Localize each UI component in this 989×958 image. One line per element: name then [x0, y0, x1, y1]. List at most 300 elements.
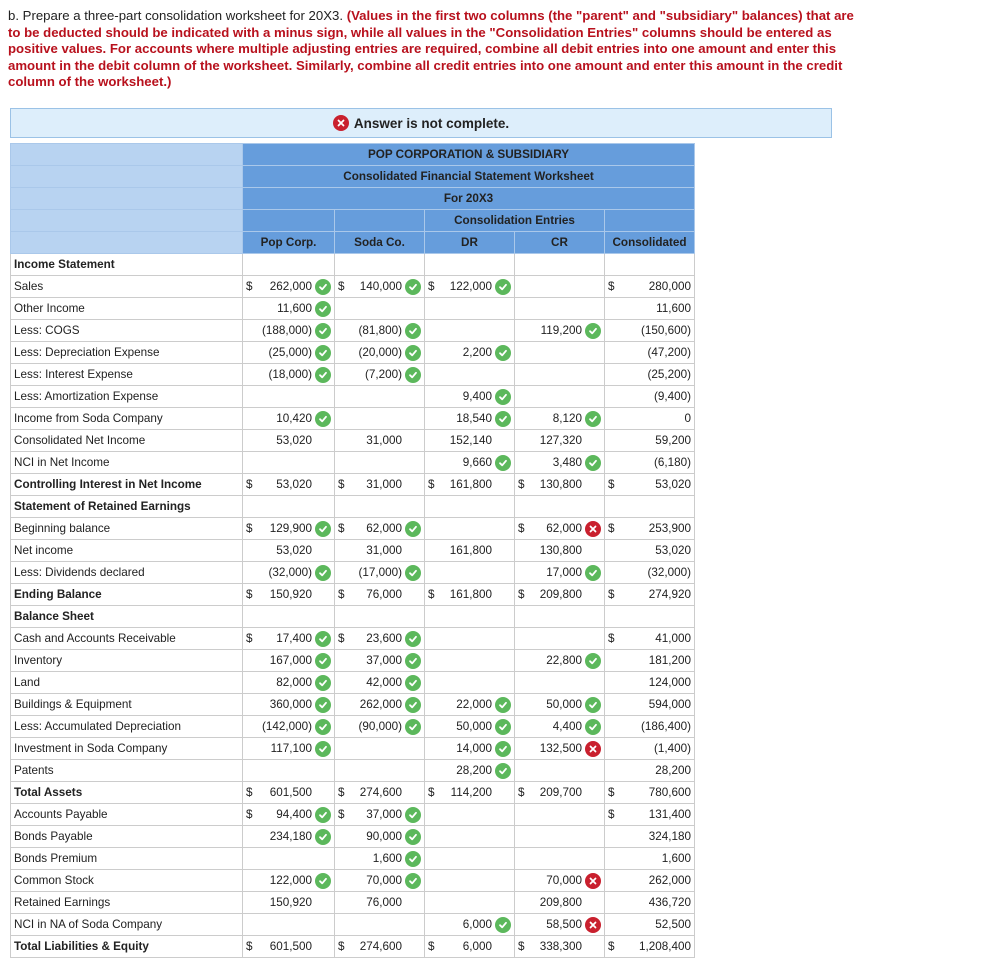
parent-value: (25,000) [268, 346, 312, 359]
credit-cell[interactable] [515, 320, 605, 342]
section-header-row [11, 606, 695, 628]
parent-cell[interactable] [243, 364, 335, 386]
subsidiary-cell[interactable] [335, 782, 425, 804]
credit-cell [515, 760, 605, 782]
debit-cell[interactable] [425, 738, 515, 760]
subsidiary-value: 90,000 [366, 830, 402, 843]
subsidiary-cell[interactable] [335, 276, 425, 298]
parent-value: 11,600 [277, 302, 312, 315]
subsidiary-cell[interactable] [335, 848, 425, 870]
consolidated-cell [605, 826, 695, 848]
check-circle-icon [405, 345, 421, 361]
subsidiary-cell[interactable] [335, 650, 425, 672]
col-header-subsidiary: Soda Co. [335, 232, 425, 254]
credit-cell[interactable] [515, 870, 605, 892]
dollar-sign: $ [338, 522, 345, 535]
consolidated-cell-content [605, 672, 694, 693]
parent-cell[interactable] [243, 694, 335, 716]
credit-cell-content [515, 562, 604, 583]
debit-value: 6,000 [462, 940, 492, 953]
parent-value: 262,000 [269, 280, 312, 293]
credit-cell[interactable] [515, 650, 605, 672]
parent-cell[interactable] [243, 276, 335, 298]
debit-value: 9,660 [462, 456, 492, 469]
check-circle-icon [495, 741, 511, 757]
dollar-sign: $ [608, 588, 615, 601]
parent-cell[interactable] [243, 518, 335, 540]
parent-value: (32,000) [268, 566, 312, 579]
parent-cell[interactable] [243, 430, 335, 452]
credit-cell-content [515, 738, 604, 759]
credit-cell-content [515, 474, 604, 495]
table-row [11, 760, 695, 782]
credit-cell-content [515, 870, 604, 891]
parent-cell-content [243, 738, 334, 759]
parent-cell[interactable] [243, 474, 335, 496]
credit-value: 127,320 [539, 434, 582, 447]
debit-cell [425, 628, 515, 650]
credit-value: 17,000 [546, 566, 582, 579]
subsidiary-value: 262,000 [359, 698, 402, 711]
subsidiary-value: 31,000 [366, 478, 402, 491]
parent-cell[interactable] [243, 672, 335, 694]
subsidiary-cell[interactable] [335, 320, 425, 342]
credit-cell-content [515, 936, 604, 957]
consolidated-cell-content [605, 430, 694, 451]
consolidated-value: 181,200 [648, 654, 691, 667]
dollar-sign: $ [608, 808, 615, 821]
dollar-sign: $ [428, 786, 435, 799]
subsidiary-value: 23,600 [366, 632, 402, 645]
subsidiary-cell[interactable] [335, 342, 425, 364]
subsidiary-cell-content [335, 518, 424, 539]
subsidiary-cell[interactable] [335, 628, 425, 650]
credit-cell-content [515, 804, 604, 825]
check-circle-icon [495, 917, 511, 933]
parent-value: 17,400 [276, 632, 312, 645]
debit-cell-content [425, 452, 514, 473]
debit-cell-content [425, 342, 514, 363]
subsidiary-cell-content [335, 892, 424, 913]
check-circle-icon [405, 829, 421, 845]
empty-cell [605, 496, 695, 518]
credit-cell-content [515, 672, 604, 693]
subsidiary-value: 76,000 [366, 588, 402, 601]
subsidiary-cell[interactable] [335, 474, 425, 496]
consolidated-cell-content [605, 826, 694, 847]
consolidated-value: 280,000 [648, 280, 691, 293]
consolidated-cell [605, 562, 695, 584]
parent-cell[interactable] [243, 650, 335, 672]
credit-cell[interactable] [515, 716, 605, 738]
parent-cell-content [243, 826, 334, 847]
consolidated-cell-content [605, 760, 694, 781]
check-circle-icon [495, 719, 511, 735]
subsidiary-cell-content [335, 804, 424, 825]
check-circle-icon [405, 323, 421, 339]
empty-cell [243, 254, 335, 276]
parent-cell[interactable] [243, 628, 335, 650]
consolidated-cell-content [605, 584, 694, 605]
consolidated-cell-content [605, 936, 694, 957]
consolidated-cell-content [605, 782, 694, 803]
credit-value: 62,000 [546, 522, 582, 535]
debit-value: 28,200 [456, 764, 492, 777]
table-row [11, 320, 695, 342]
dollar-sign: $ [428, 588, 435, 601]
credit-cell-content [515, 584, 604, 605]
dollar-sign: $ [246, 522, 253, 535]
consolidated-value: (6,180) [653, 456, 691, 469]
parent-cell-content [243, 562, 334, 583]
table-row [11, 474, 695, 496]
table-row [11, 298, 695, 320]
subsidiary-cell[interactable] [335, 672, 425, 694]
subsidiary-cell[interactable] [335, 562, 425, 584]
subsidiary-cell[interactable] [335, 936, 425, 958]
consolidated-cell [605, 518, 695, 540]
credit-cell[interactable] [515, 518, 605, 540]
debit-cell[interactable] [425, 276, 515, 298]
subsidiary-cell[interactable] [335, 518, 425, 540]
subsidiary-cell-content [335, 870, 424, 891]
parent-cell [243, 914, 335, 936]
debit-cell-content [425, 386, 514, 407]
subsidiary-value: 140,000 [359, 280, 402, 293]
debit-cell[interactable] [425, 584, 515, 606]
consolidated-value: 52,500 [655, 918, 691, 931]
subsidiary-cell-content [335, 738, 424, 759]
subsidiary-cell-content [335, 562, 424, 583]
table-row [11, 628, 695, 650]
debit-cell[interactable] [425, 760, 515, 782]
consolidated-cell [605, 804, 695, 826]
table-row [11, 650, 695, 672]
check-circle-icon [315, 741, 331, 757]
check-circle-icon [405, 675, 421, 691]
table-row [11, 408, 695, 430]
check-circle-icon [315, 345, 331, 361]
parent-value: 82,000 [276, 676, 312, 689]
credit-cell [515, 804, 605, 826]
check-circle-icon [585, 719, 601, 735]
consolidated-cell [605, 474, 695, 496]
debit-cell[interactable] [425, 694, 515, 716]
subsidiary-cell-content [335, 386, 424, 407]
debit-cell[interactable] [425, 386, 515, 408]
debit-cell-content [425, 694, 514, 715]
consolidated-cell-content [605, 540, 694, 561]
parent-cell [243, 386, 335, 408]
parent-cell-content [243, 342, 334, 363]
check-circle-icon [585, 323, 601, 339]
debit-cell-content [425, 826, 514, 847]
consolidated-cell [605, 760, 695, 782]
dollar-sign: $ [608, 280, 615, 293]
parent-cell [243, 760, 335, 782]
table-row [11, 452, 695, 474]
subsidiary-value: (17,000) [358, 566, 402, 579]
parent-cell[interactable] [243, 408, 335, 430]
debit-cell[interactable] [425, 342, 515, 364]
parent-cell-content [243, 452, 334, 473]
parent-cell[interactable] [243, 298, 335, 320]
consolidated-cell [605, 386, 695, 408]
subsidiary-cell-content [335, 364, 424, 385]
parent-cell[interactable] [243, 738, 335, 760]
row-label: NCI in NA of Soda Company [11, 914, 243, 936]
check-circle-icon [315, 411, 331, 427]
credit-cell[interactable] [515, 474, 605, 496]
parent-cell-content [243, 430, 334, 451]
credit-cell[interactable] [515, 584, 605, 606]
subsidiary-value: 31,000 [366, 434, 402, 447]
consolidated-cell [605, 430, 695, 452]
debit-cell[interactable] [425, 408, 515, 430]
parent-value: 129,900 [269, 522, 312, 535]
parent-cell-content [243, 936, 334, 957]
debit-cell-content [425, 892, 514, 913]
credit-value: 8,120 [552, 412, 582, 425]
credit-cell [515, 364, 605, 386]
debit-cell[interactable] [425, 540, 515, 562]
subsidiary-cell[interactable] [335, 892, 425, 914]
instructions-lead: b. Prepare a three-part consolidation worksheet for 20X3. [8, 8, 344, 23]
subsidiary-cell[interactable] [335, 826, 425, 848]
consolidated-cell-content [605, 276, 694, 297]
consolidated-value: 124,000 [648, 676, 691, 689]
consolidated-value: (25,200) [647, 368, 691, 381]
consolidated-cell [605, 298, 695, 320]
x-circle-icon [585, 873, 601, 889]
consolidated-cell-content [605, 408, 694, 429]
check-circle-icon [405, 719, 421, 735]
credit-value: 130,800 [539, 544, 582, 557]
subsidiary-cell-content [335, 474, 424, 495]
debit-cell[interactable] [425, 716, 515, 738]
dollar-sign: $ [246, 588, 253, 601]
debit-cell [425, 364, 515, 386]
check-circle-icon [315, 719, 331, 735]
subsidiary-value: 31,000 [366, 544, 402, 557]
consolidated-cell-content [605, 716, 694, 737]
row-label: Less: Amortization Expense [11, 386, 243, 408]
check-circle-icon [315, 653, 331, 669]
check-circle-icon [315, 675, 331, 691]
consolidated-cell [605, 914, 695, 936]
row-label: Land [11, 672, 243, 694]
check-circle-icon [495, 279, 511, 295]
credit-cell[interactable] [515, 430, 605, 452]
debit-cell[interactable] [425, 914, 515, 936]
subsidiary-cell [335, 738, 425, 760]
consolidated-value: 1,208,400 [639, 940, 691, 953]
credit-cell[interactable] [515, 452, 605, 474]
parent-cell[interactable] [243, 320, 335, 342]
debit-value: 2,200 [462, 346, 492, 359]
consolidation-entries-header: Consolidation Entries [425, 210, 605, 232]
parent-cell-content [243, 540, 334, 561]
consolidated-cell [605, 276, 695, 298]
credit-cell-content [515, 628, 604, 649]
subsidiary-cell[interactable] [335, 584, 425, 606]
subsidiary-cell[interactable] [335, 716, 425, 738]
parent-cell [243, 452, 335, 474]
parent-cell[interactable] [243, 782, 335, 804]
credit-cell[interactable] [515, 694, 605, 716]
consolidated-cell [605, 650, 695, 672]
debit-cell[interactable] [425, 782, 515, 804]
credit-cell-content [515, 386, 604, 407]
subsidiary-value: 42,000 [366, 676, 402, 689]
subsidiary-cell[interactable] [335, 804, 425, 826]
debit-cell[interactable] [425, 936, 515, 958]
credit-cell[interactable] [515, 562, 605, 584]
dollar-sign: $ [428, 280, 435, 293]
debit-cell [425, 848, 515, 870]
consolidated-value: 11,600 [656, 302, 691, 315]
credit-value: 209,800 [539, 896, 582, 909]
credit-cell-content [515, 364, 604, 385]
parent-cell[interactable] [243, 342, 335, 364]
subsidiary-value: (81,800) [358, 324, 402, 337]
consolidated-cell [605, 782, 695, 804]
consolidated-cell [605, 540, 695, 562]
consolidated-value: 594,000 [648, 698, 691, 711]
subsidiary-cell[interactable] [335, 694, 425, 716]
consolidated-cell-content [605, 518, 694, 539]
credit-cell-content [515, 650, 604, 671]
check-circle-icon [315, 279, 331, 295]
credit-cell-content [515, 914, 604, 935]
parent-cell[interactable] [243, 716, 335, 738]
parent-cell-content [243, 804, 334, 825]
consolidated-value: 780,600 [648, 786, 691, 799]
parent-cell[interactable] [243, 870, 335, 892]
consolidated-cell [605, 716, 695, 738]
parent-cell[interactable] [243, 826, 335, 848]
consolidated-value: 53,020 [655, 544, 691, 557]
consolidated-cell-content [605, 364, 694, 385]
subsidiary-cell[interactable] [335, 364, 425, 386]
parent-cell-content [243, 782, 334, 803]
debit-cell [425, 804, 515, 826]
empty-cell [605, 254, 695, 276]
credit-cell-content [515, 430, 604, 451]
credit-cell-content [515, 892, 604, 913]
debit-value: 161,800 [449, 544, 492, 557]
consolidated-cell-content [605, 650, 694, 671]
debit-value: 9,400 [462, 390, 492, 403]
debit-cell-content [425, 848, 514, 869]
dollar-sign: $ [608, 940, 615, 953]
debit-cell[interactable] [425, 474, 515, 496]
parent-cell-content [243, 870, 334, 891]
subsidiary-cell[interactable] [335, 430, 425, 452]
empty-cell [335, 496, 425, 518]
credit-cell[interactable] [515, 408, 605, 430]
dollar-sign: $ [518, 478, 525, 491]
row-label: Ending Balance [11, 584, 243, 606]
row-label: Less: Depreciation Expense [11, 342, 243, 364]
table-row [11, 782, 695, 804]
credit-cell[interactable] [515, 782, 605, 804]
credit-cell[interactable] [515, 936, 605, 958]
debit-cell[interactable] [425, 452, 515, 474]
parent-cell[interactable] [243, 562, 335, 584]
consolidated-cell-content [605, 628, 694, 649]
consolidated-cell-content [605, 474, 694, 495]
parent-value: 122,000 [269, 874, 312, 887]
parent-cell[interactable] [243, 804, 335, 826]
parent-cell-content [243, 408, 334, 429]
consolidated-cell [605, 936, 695, 958]
dollar-sign: $ [246, 280, 253, 293]
subsidiary-cell-content [335, 320, 424, 341]
parent-cell [243, 848, 335, 870]
consolidated-value: 1,600 [661, 852, 691, 865]
empty-cell [335, 254, 425, 276]
parent-cell[interactable] [243, 892, 335, 914]
parent-cell-content [243, 518, 334, 539]
debit-cell-content [425, 738, 514, 759]
row-label: Less: COGS [11, 320, 243, 342]
row-label: NCI in Net Income [11, 452, 243, 474]
debit-cell-content [425, 430, 514, 451]
credit-cell-content [515, 782, 604, 803]
debit-cell-content [425, 320, 514, 341]
credit-cell[interactable] [515, 892, 605, 914]
debit-value: 18,540 [456, 412, 492, 425]
subsidiary-cell-content [335, 628, 424, 649]
parent-cell[interactable] [243, 936, 335, 958]
section-header-row [11, 496, 695, 518]
parent-value: 360,000 [269, 698, 312, 711]
table-row [11, 826, 695, 848]
credit-cell[interactable] [515, 738, 605, 760]
consolidated-value: (9,400) [653, 390, 691, 403]
subsidiary-cell-content [335, 584, 424, 605]
subsidiary-cell[interactable] [335, 540, 425, 562]
subsidiary-value: 37,000 [366, 808, 402, 821]
x-circle-icon [585, 917, 601, 933]
credit-cell [515, 298, 605, 320]
subsidiary-value: (20,000) [358, 346, 402, 359]
consolidated-cell-content [605, 452, 694, 473]
check-circle-icon [405, 697, 421, 713]
check-circle-icon [495, 411, 511, 427]
table-row [11, 716, 695, 738]
debit-cell-content [425, 936, 514, 957]
consolidated-value: (47,200) [647, 346, 691, 359]
row-label: Income from Soda Company [11, 408, 243, 430]
consolidated-cell [605, 342, 695, 364]
debit-cell-content [425, 540, 514, 561]
row-label: Total Liabilities & Equity [11, 936, 243, 958]
parent-cell[interactable] [243, 584, 335, 606]
credit-cell[interactable] [515, 914, 605, 936]
subsidiary-cell[interactable] [335, 870, 425, 892]
debit-cell[interactable] [425, 430, 515, 452]
credit-value: 50,000 [546, 698, 582, 711]
subsidiary-value: 70,000 [366, 874, 402, 887]
parent-cell[interactable] [243, 540, 335, 562]
table-row [11, 276, 695, 298]
credit-cell[interactable] [515, 540, 605, 562]
table-row [11, 562, 695, 584]
credit-cell [515, 342, 605, 364]
col-header-dr: DR [425, 232, 515, 254]
